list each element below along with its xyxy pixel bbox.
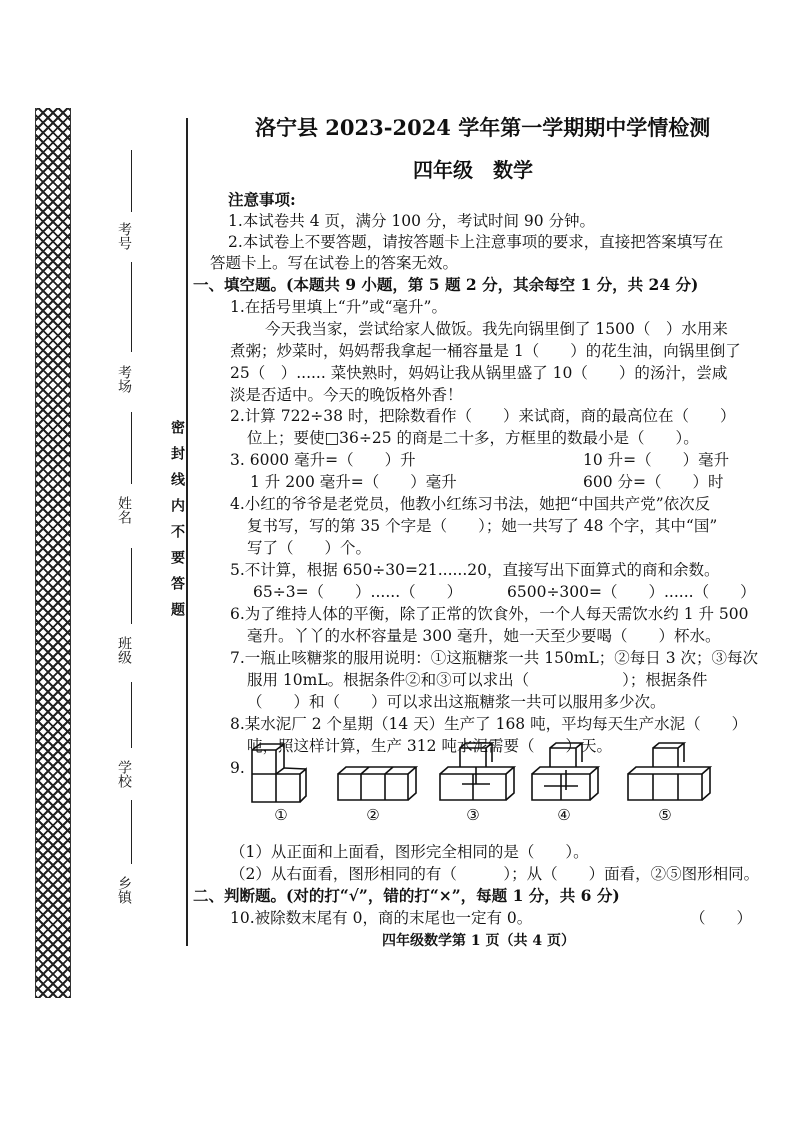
q5-line-1: 5.不计算，根据 650÷30=21......20，直接写出下面算式的商和余数。 <box>230 561 720 579</box>
notice-line-1: 1.本试卷共 4 页，满分 100 分，考试时间 90 分钟。 <box>228 212 596 230</box>
field-blank-school[interactable] <box>131 682 132 748</box>
notice-line-2a: 2.本试卷上不要答题，请按答题卡上注意事项的要求，直接把答案填写在 <box>228 233 724 251</box>
figure-label-2: ② <box>366 806 380 824</box>
field-blank-township[interactable] <box>131 800 132 864</box>
field-label-exam-number: 考号 <box>116 222 132 250</box>
figure-label-5: ⑤ <box>658 806 672 824</box>
figure-label-1: ① <box>274 806 288 824</box>
page-footer: 四年级数学第 1 页（共 4 页） <box>382 933 575 949</box>
notice-heading: 注意事项: <box>228 190 296 209</box>
q3-item-a: 3. 6000 毫升=（ ）升 <box>230 451 416 469</box>
figure-label-4: ④ <box>557 806 571 824</box>
q5-item-b: 6500÷300=（ ）......（ ） <box>507 583 756 601</box>
field-label-class: 班级 <box>116 636 132 664</box>
field-label-township: 乡镇 <box>116 876 132 904</box>
q10-text: 10.被除数末尾有 0，商的末尾也一定有 0。 <box>230 909 533 927</box>
q3-item-d: 600 分=（ ）时 <box>583 473 724 491</box>
exam-subtitle: 四年级 数学 <box>413 158 533 182</box>
field-blank-class[interactable] <box>131 548 132 624</box>
field-label-school: 学校 <box>116 760 132 788</box>
cube-figure-4 <box>532 743 598 800</box>
exam-title: 洛宁县 2023-2024 学年第一学期期中学情检测 <box>255 115 711 140</box>
q3-item-c: 1 升 200 毫升=（ ）毫升 <box>250 473 457 491</box>
q7-line-2: 服用 10mL。根据条件②和③可以求出（ ）；根据条件 <box>247 671 708 689</box>
q5-item-a: 65÷3=（ ）......（ ） <box>253 583 463 601</box>
q9-number: 9. <box>230 759 245 777</box>
cube-figure-5 <box>628 743 710 800</box>
field-label-name: 姓名 <box>116 496 132 524</box>
decorative-lace-border <box>35 108 71 998</box>
q1-stem: 1.在括号里填上“升”或“毫升”。 <box>230 298 447 316</box>
q10-answer-paren: （ ） <box>690 909 753 927</box>
q1-line-1: 今天我当家，尝试给家人做饭。我先向锅里倒了 1500（ ）水用来 <box>265 320 728 338</box>
cube-figure-3 <box>440 743 514 800</box>
seal-line-notice: 密封线内不要答题 <box>169 420 185 628</box>
q1-line-3: 25（ ）...... 菜快熟时，妈妈让我从锅里盛了 10（ ）的汤汁，尝咸 <box>230 364 728 382</box>
q4-line-2: 复书写，写的第 35 个字是（ ）；她一共写了 48 个字，其中“国” <box>247 517 718 535</box>
cube-figure-2 <box>338 767 416 800</box>
section2-heading: 二、判断题。(对的打“√”，错的打“×”，每题 1 分，共 6 分) <box>193 886 620 905</box>
q7-line-1: 7.一瓶止咳糖浆的服用说明：①这瓶糖浆一共 150mL；②每日 3 次；③每次 <box>230 649 759 667</box>
q9-part-1: （1）从正面和上面看，图形完全相同的是（ ）。 <box>230 843 589 861</box>
notice-line-2b: 答题卡上。写在试卷上的答案无效。 <box>210 254 459 272</box>
field-blank-exam-room[interactable] <box>131 262 132 352</box>
cube-figure-1 <box>252 744 306 802</box>
q7-line-3: （ ）和（ ）可以求出这瓶糖浆一共可以服用多少次。 <box>247 693 666 711</box>
q1-line-2: 煮粥；炒菜时，妈妈帮我拿起一桶容量是 1（ ）的花生油，向锅里倒了 <box>230 342 741 360</box>
q3-item-b: 10 升=（ ）毫升 <box>583 451 730 469</box>
q6-line-2: 毫升。丫丫的水杯容量是 300 毫升，她一天至少要喝（ ）杯水。 <box>247 627 721 645</box>
q4-line-1: 4.小红的爷爷是老党员，他教小红练习书法，她把“中国共产党”依次反 <box>230 495 711 513</box>
q2-line-2: 位上；要使□36÷25 的商是二十多，方框里的数最小是（ ）。 <box>247 429 699 447</box>
field-label-exam-room: 考场 <box>116 365 132 393</box>
section1-heading: 一、填空题。(本题共 9 小题，第 5 题 2 分，其余每空 1 分，共 24 分) <box>193 275 699 294</box>
field-blank-name[interactable] <box>131 412 132 484</box>
q6-line-1: 6.为了维持人体的平衡，除了正常的饮食外，一个人每天需饮水约 1 升 500 <box>230 605 749 623</box>
q9-part-2: （2）从右面看，图形相同的有（ ）；从（ ）面看，②⑤图形相同。 <box>230 865 760 883</box>
q2-line-1: 2.计算 722÷38 时，把除数看作（ ）来试商，商的最高位在（ ） <box>230 407 736 425</box>
q4-line-3: 写了（ ）个。 <box>247 539 372 557</box>
q9-cube-figures <box>244 742 714 824</box>
q8-line-1: 8.某水泥厂 2 个星期（14 天）生产了 168 吨，平均每天生产水泥（ ） <box>230 715 748 733</box>
q1-line-4: 淡是否适中。今天的晚饭格外香！ <box>230 386 463 404</box>
field-blank-exam-number[interactable] <box>131 150 132 212</box>
q8-line-2: 吨，照这样计算，生产 312 吨水泥需要（ ）天。 <box>247 737 612 755</box>
figure-label-3: ③ <box>466 806 480 824</box>
